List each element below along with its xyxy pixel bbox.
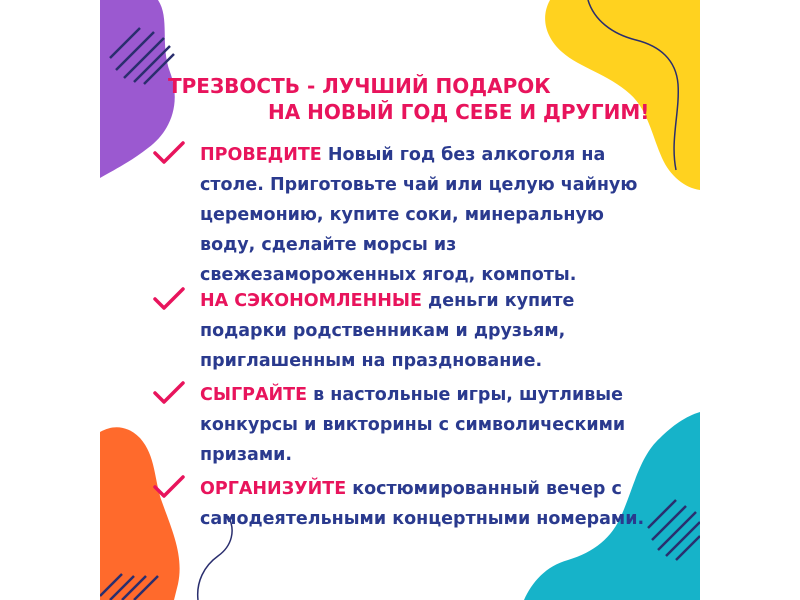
checkmark-icon: [152, 140, 186, 166]
checkmark-icon: [152, 474, 186, 500]
checkmark-icon: [152, 380, 186, 406]
title-line-2: НА НОВЫЙ ГОД СЕБЕ И ДРУГИМ!: [268, 100, 650, 124]
item-text: [200, 286, 660, 376]
orange-blob: [100, 427, 180, 600]
checkmark-icon: [152, 286, 186, 312]
item-highlight: ПРОВЕДИТЕ: [200, 145, 322, 165]
item-body: костюмированный вечер с самодеятельными концертными номерами.: [200, 479, 645, 529]
item-body: деньги купите подарки родственникам и друзьям, приглашенным на празднование.: [200, 291, 575, 371]
title-line-1: ТРЕЗВОСТЬ - ЛУЧШИЙ ПОДАРОК: [168, 74, 551, 98]
item-body: в настольные игры, шутливые конкурсы и викторины с символическими призами.: [200, 385, 626, 465]
item-highlight: НА СЭКОНОМЛЕННЫЕ: [200, 291, 422, 311]
item-highlight: ОРГАНИЗУЙТЕ: [200, 479, 347, 499]
item-text: [200, 474, 660, 534]
item-text: [200, 380, 660, 470]
item-highlight: СЫГРАЙТЕ: [200, 385, 308, 405]
item-body: Новый год без алкоголя на столе. Приготовьте чай или целую чайную церемонию, купите соки, минеральную воду, сделайте морсы из свежезамороженных ягод, компоты.: [200, 145, 638, 285]
item-text: [200, 140, 660, 290]
poster-card: [100, 0, 700, 600]
